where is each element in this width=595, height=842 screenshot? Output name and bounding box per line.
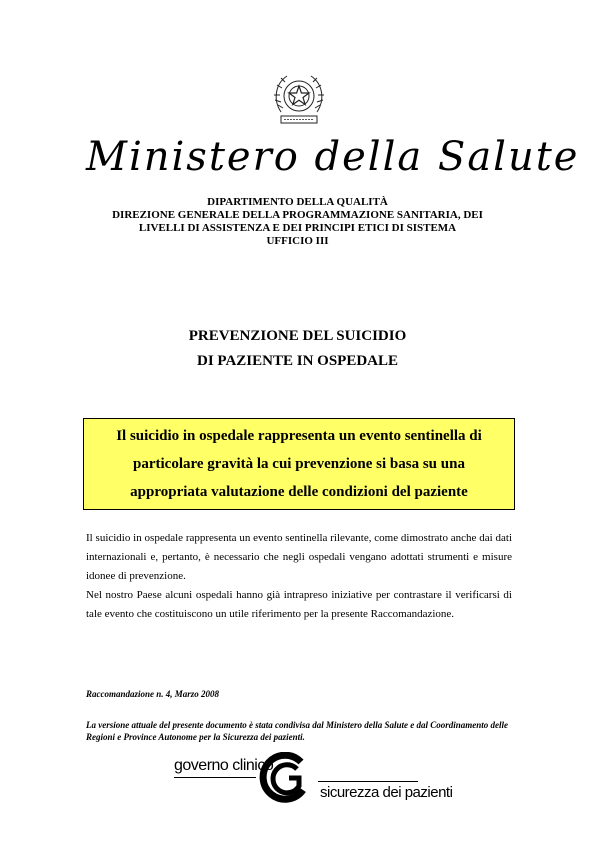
logo-divider	[318, 781, 418, 782]
body-paragraph: Il suicidio in ospedale rappresenta un evento sentinella rilevante, come dimostrato anche dai dati internazionali e, pertanto, è necessario che negli ospedali vengano adottati strumenti e misure idonee di prevenzione.	[86, 532, 512, 582]
department-line: DIPARTIMENTO DELLA QUALITÀ	[207, 196, 388, 208]
department-block	[70, 196, 525, 248]
highlight-line: appropriata valutazione delle condizioni del paziente	[130, 484, 468, 500]
title-line: PREVENZIONE DEL SUICIDIO	[188, 328, 407, 344]
recommendation-number: Raccomandazione n. 4, Marzo 2008	[86, 689, 220, 699]
highlight-box	[83, 418, 515, 510]
body-paragraph: Nel nostro Paese alcuni ospedali hanno già intrapreso iniziative per contrastare il verificarsi di tale evento che costituiscono un utile riferimento per la presente Raccomandazione.	[86, 589, 512, 620]
highlight-line: particolare gravità la cui prevenzione si basa su una	[133, 456, 465, 472]
italian-republic-emblem-icon	[271, 70, 327, 128]
title-line: DI PAZIENTE IN OSPEDALE	[196, 353, 398, 369]
department-line: DIREZIONE GENERALE DELLA PROGRAMMAZIONE SANITARIA, DEI	[112, 209, 483, 221]
body-text	[86, 529, 512, 624]
department-line: UFFICIO III	[266, 235, 329, 247]
highlight-line: Il suicidio in ospedale rappresenta un evento sentinella di	[116, 428, 482, 444]
version-note: La versione attuale del presente documento è stata condivisa dal Ministero della Salute e dal Coordinamento delle Regioni e Province Autonome per la Sicurezza dei pazienti.	[86, 720, 508, 742]
logo-sicurezza-text: sicurezza dei pazienti	[320, 784, 453, 801]
department-line: LIVELLI DI ASSISTENZA E DEI PRINCIPI ETICI DI SISTEMA	[138, 222, 457, 234]
logo-governo-clinico-text: governo clinico	[174, 757, 274, 774]
logo-divider	[174, 777, 256, 778]
gc-logo-icon	[257, 752, 313, 804]
document-title	[60, 324, 535, 374]
ministry-title: Ministero della Salute	[86, 134, 580, 180]
